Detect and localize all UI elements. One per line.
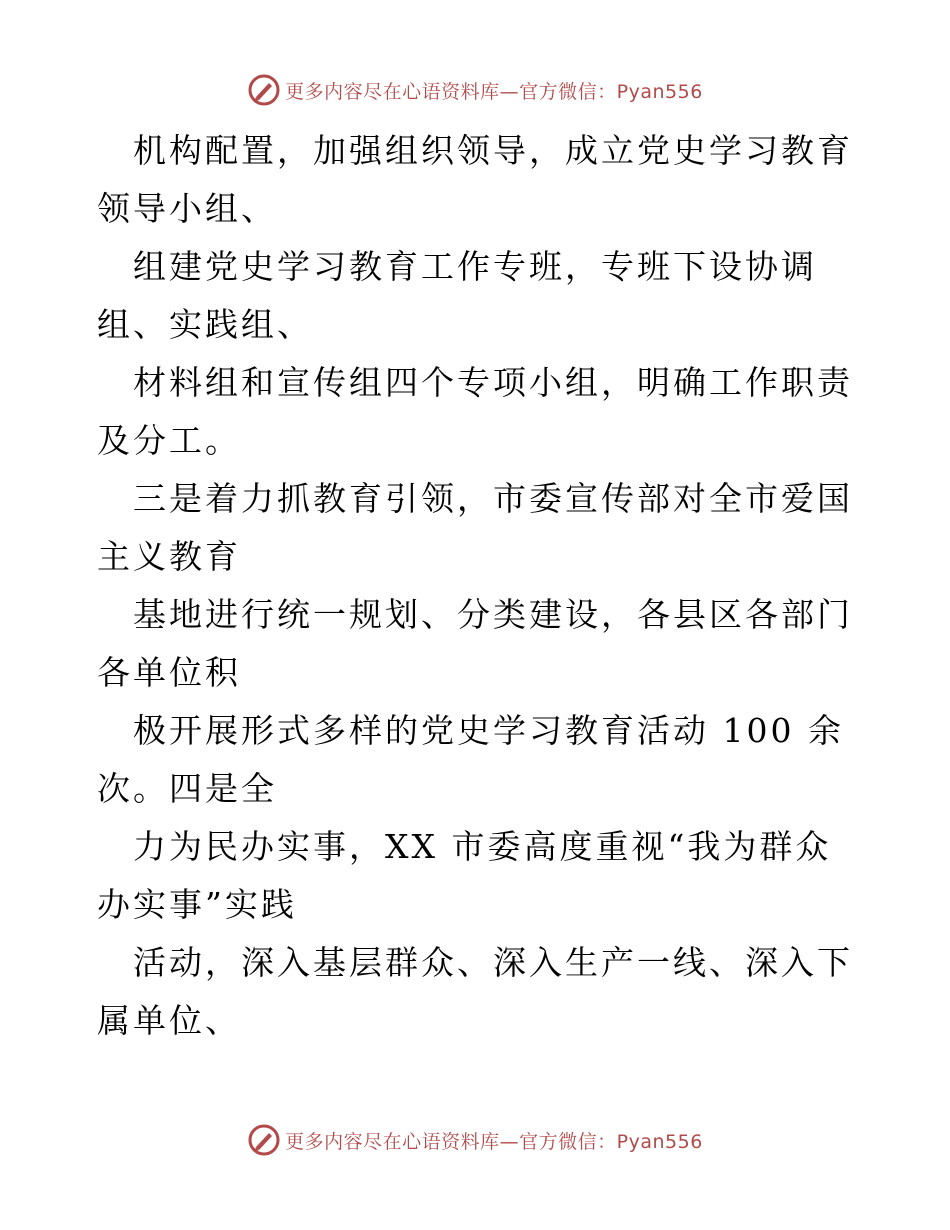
- paragraph: 力为民办实事，XX 市委高度重视“我为群众办实事”实践: [97, 827, 832, 924]
- document-body: [97, 122, 857, 1050]
- paragraph: 基地进行统一规划、分类建设，各县区各部门各单位积: [97, 595, 853, 692]
- paragraph: 组建党史学习教育工作专班，专班下设协调组、实践组、: [97, 247, 817, 344]
- paragraph: 三是着力抓教育引领，市委宣传部对全市爱国主义教育: [97, 479, 853, 576]
- pen-logo-icon: [247, 1123, 281, 1157]
- paragraph: 极开展形式多样的党史学习教育活动 100 余次。四是全: [97, 711, 844, 808]
- paragraph: 机构配置，加强组织领导，成立党史学习教育领导小组、: [97, 131, 853, 228]
- header-watermark: [0, 70, 950, 110]
- paragraph: 材料组和宣传组四个专项小组，明确工作职责及分工。: [97, 363, 853, 460]
- footer-watermark: [0, 1120, 950, 1160]
- pen-logo-icon: [247, 73, 281, 107]
- watermark-text: 更多内容尽在心语资料库—官方微信：Pyan556: [285, 80, 703, 103]
- watermark-text: 更多内容尽在心语资料库—官方微信：Pyan556: [285, 1130, 703, 1153]
- paragraph: 活动，深入基层群众、深入生产一线、深入下属单位、: [97, 943, 853, 1040]
